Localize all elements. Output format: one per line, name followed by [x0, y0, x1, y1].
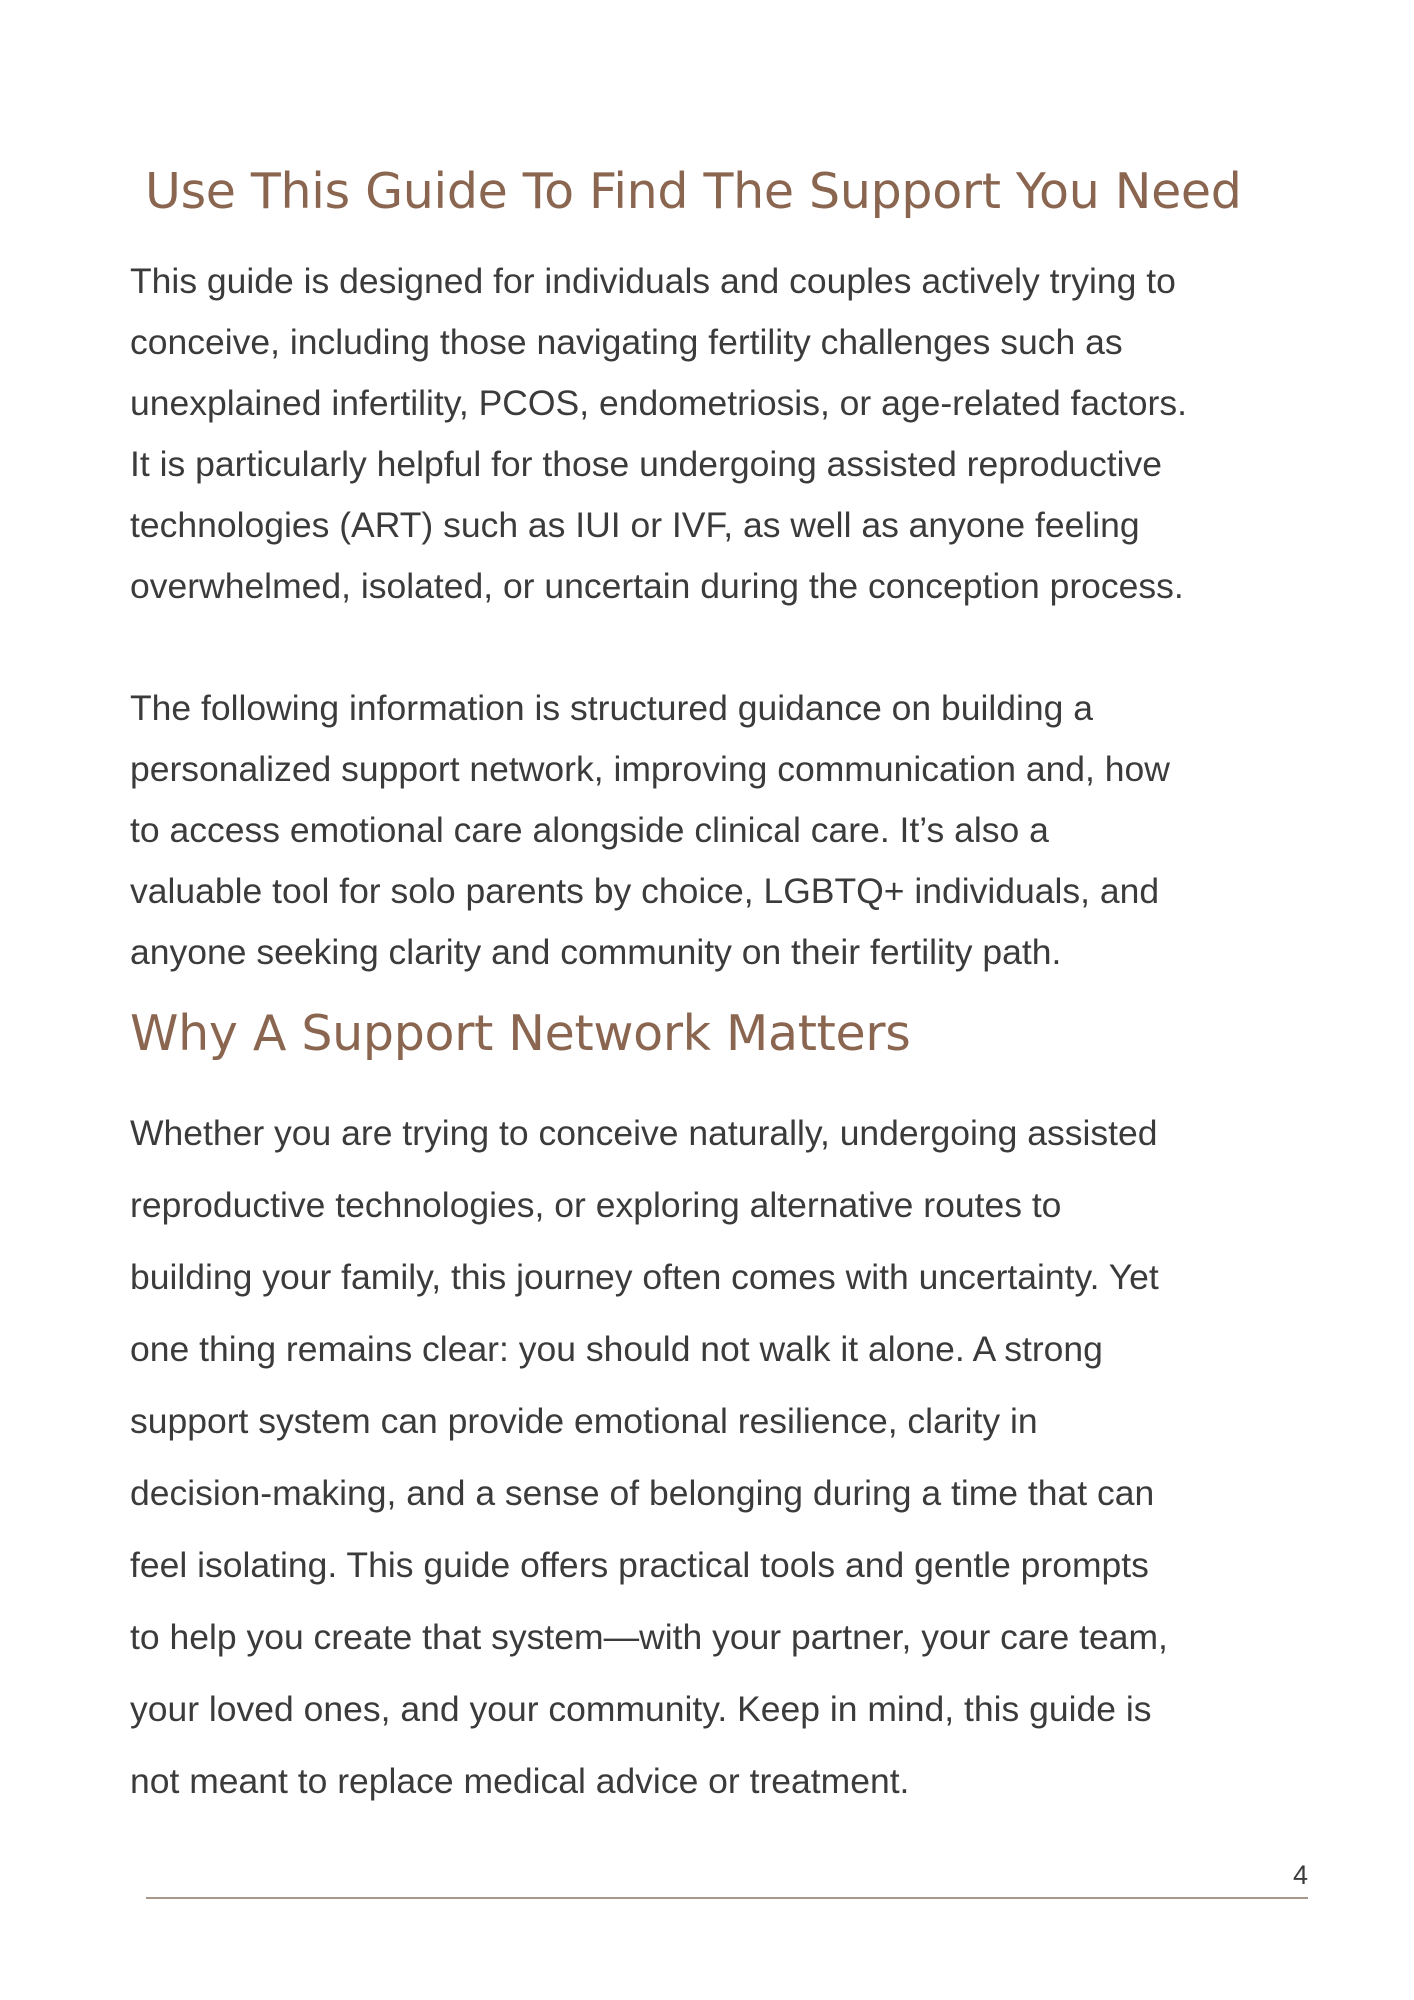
page-content [130, 158, 1305, 1817]
intro-paragraph-1: This guide is designed for individuals and couples actively trying to conceive, including those navigating fertility challenges such as unexplained infertility, PCOS, endometriosis, or age-related factors. It is particularly helpful for those undergoing assisted reproductive technologies (ART) such as IUI or IVF, as well as anyone feeling overwhelmed, isolated, or uncertain during the conception process. [130, 261, 1187, 606]
page-number: 4 [1292, 1860, 1308, 1890]
section-heading-why-support-network: Why A Support Network Matters [130, 1005, 911, 1062]
footer-divider [146, 1897, 1308, 1899]
support-network-paragraph: Whether you are trying to conceive naturally, undergoing assisted reproductive technologies, or exploring alternative routes to building your family, this journey often comes with uncertainty. Yet one thing remains clear: you should not walk it alone. A strong support system can provide emotional resilience, clarity in decision-making, and a sense of belonging during a time that can feel isolating. This guide offers practical tools and gentle prompts to help you create that system—with your partner, your care team, your loved ones, and your community. Keep in mind, this guide is not meant to replace medical advice or treatment. [130, 1113, 1168, 1801]
intro-paragraph-2: The following information is structured guidance on building a personalized support network, improving communication and, how to access emotional care alongside clinical care. It’s also a valuable tool for solo parents by choice, LGBTQ+ individuals, and anyone seeking clarity and community on their fertility path. [130, 688, 1170, 972]
section-heading-use-this-guide: Use This Guide To Find The Support You Need [145, 163, 1242, 220]
